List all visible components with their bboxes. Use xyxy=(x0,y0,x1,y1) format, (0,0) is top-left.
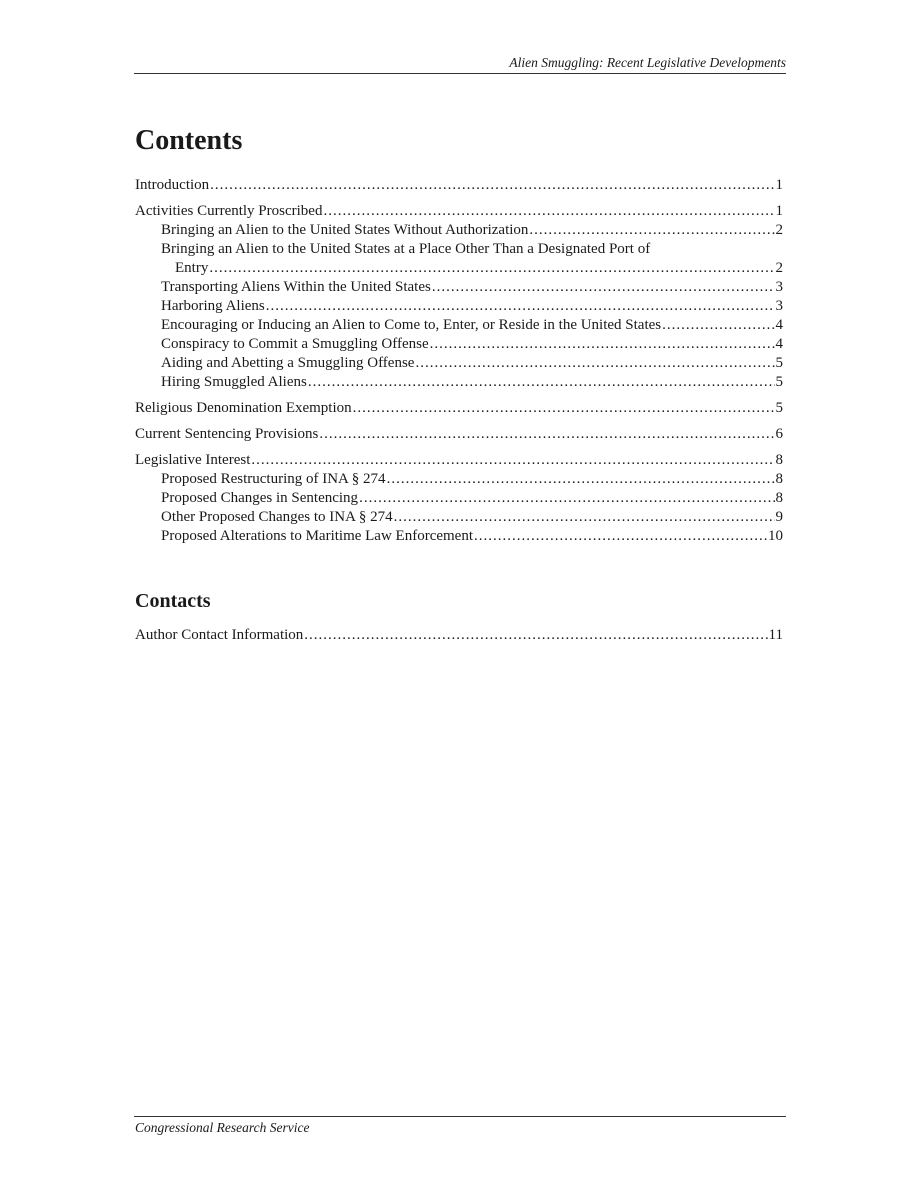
toc-entry-legislative-interest[interactable] xyxy=(135,451,783,470)
dot-leader xyxy=(308,373,775,392)
toc-entry-religious-denomination-exemption[interactable] xyxy=(135,399,783,418)
toc-entry-title-line2: Entry xyxy=(175,260,209,276)
toc-page-number: 4 xyxy=(775,317,783,333)
contacts-list xyxy=(135,626,783,645)
toc-entry-bringing-without-authorization[interactable] xyxy=(135,221,783,240)
toc-entry-introduction[interactable] xyxy=(135,176,783,195)
toc-page-number: 1 xyxy=(775,177,783,193)
toc-page-number: 8 xyxy=(775,490,783,506)
toc-entry-title: Introduction xyxy=(135,177,210,193)
dot-leader xyxy=(662,316,774,335)
toc-entry-title: Hiring Smuggled Aliens xyxy=(161,374,307,390)
toc-page-number: 5 xyxy=(775,374,783,390)
toc-entry-title-line1: Bringing an Alien to the United States at a Place Other Than a Designated Port of xyxy=(161,241,651,257)
toc-entry-maritime-law-enforcement[interactable] xyxy=(135,527,783,546)
dot-leader xyxy=(251,451,774,470)
toc-page-number: 5 xyxy=(775,400,783,416)
toc-entry-transporting-aliens[interactable] xyxy=(135,278,783,297)
contacts-title: Contacts xyxy=(135,590,211,612)
toc-page-number: 8 xyxy=(775,452,783,468)
running-header: Alien Smuggling: Recent Legislative Developments xyxy=(509,55,786,70)
toc-page-number: 3 xyxy=(775,279,783,295)
dot-leader xyxy=(323,202,774,221)
toc-entry-aiding-and-abetting[interactable] xyxy=(135,354,783,373)
toc-page-number: 8 xyxy=(775,471,783,487)
toc-page-number: 11 xyxy=(768,627,783,643)
toc-entry-title: Religious Denomination Exemption xyxy=(135,400,352,416)
toc-page-number: 1 xyxy=(775,203,783,219)
toc-entry-harboring-aliens[interactable] xyxy=(135,297,783,316)
toc-page-number: 4 xyxy=(775,336,783,352)
toc-entry-proposed-restructuring[interactable] xyxy=(135,470,783,489)
table-of-contents xyxy=(135,176,783,546)
toc-entry-author-contact-information[interactable] xyxy=(135,626,783,645)
toc-page-number: 10 xyxy=(768,528,783,544)
toc-page-number: 9 xyxy=(775,509,783,525)
dot-leader xyxy=(353,399,775,418)
dot-leader xyxy=(210,176,774,195)
dot-leader xyxy=(529,221,774,240)
toc-entry-title: Activities Currently Proscribed xyxy=(135,203,323,219)
toc-entry-title: Author Contact Information xyxy=(135,627,304,643)
toc-page-number: 6 xyxy=(775,426,783,442)
toc-entry-hiring-smuggled-aliens[interactable] xyxy=(135,373,783,392)
toc-entry-title: Proposed Alterations to Maritime Law Enforcement xyxy=(161,528,474,544)
toc-entry-title: Current Sentencing Provisions xyxy=(135,426,319,442)
dot-leader xyxy=(430,335,775,354)
dot-leader xyxy=(474,527,767,546)
toc-page-number: 2 xyxy=(775,222,783,238)
running-footer: Congressional Research Service xyxy=(135,1120,310,1135)
footer-rule xyxy=(134,1116,786,1117)
toc-entry-title: Legislative Interest xyxy=(135,452,251,468)
toc-entry-title: Proposed Changes in Sentencing xyxy=(161,490,359,506)
toc-entry-title: Harboring Aliens xyxy=(161,298,265,314)
header-rule xyxy=(134,73,786,74)
toc-entry-title: Transporting Aliens Within the United States xyxy=(161,279,431,295)
toc-entry-activities-currently-proscribed[interactable] xyxy=(135,202,783,221)
toc-entry-title: Aiding and Abetting a Smuggling Offense xyxy=(161,355,415,371)
toc-entry-title: Bringing an Alien to the United States Without Authorization xyxy=(161,222,529,238)
dot-leader xyxy=(209,259,774,278)
toc-page-number: 5 xyxy=(775,355,783,371)
dot-leader xyxy=(266,297,775,316)
toc-page-number: 2 xyxy=(775,260,783,276)
toc-entry-conspiracy[interactable] xyxy=(135,335,783,354)
dot-leader xyxy=(304,626,767,645)
contents-title: Contents xyxy=(135,125,243,156)
dot-leader xyxy=(387,470,775,489)
toc-entry-current-sentencing-provisions[interactable] xyxy=(135,425,783,444)
toc-entry-title: Proposed Restructuring of INA § 274 xyxy=(161,471,386,487)
toc-entry-title: Encouraging or Inducing an Alien to Come to, Enter, or Reside in the United States xyxy=(161,317,662,333)
toc-entry-encouraging-or-inducing[interactable] xyxy=(135,316,783,335)
dot-leader xyxy=(319,425,774,444)
toc-entry-title: Conspiracy to Commit a Smuggling Offense xyxy=(161,336,429,352)
toc-entry-other-proposed-changes[interactable] xyxy=(135,508,783,527)
dot-leader xyxy=(432,278,775,297)
toc-entry-bringing-other-than-port[interactable] xyxy=(135,240,783,278)
dot-leader xyxy=(359,489,774,508)
toc-entry-title: Other Proposed Changes to INA § 274 xyxy=(161,509,393,525)
toc-entry-proposed-changes-sentencing[interactable] xyxy=(135,489,783,508)
dot-leader xyxy=(415,354,774,373)
dot-leader xyxy=(394,508,775,527)
toc-page-number: 3 xyxy=(775,298,783,314)
